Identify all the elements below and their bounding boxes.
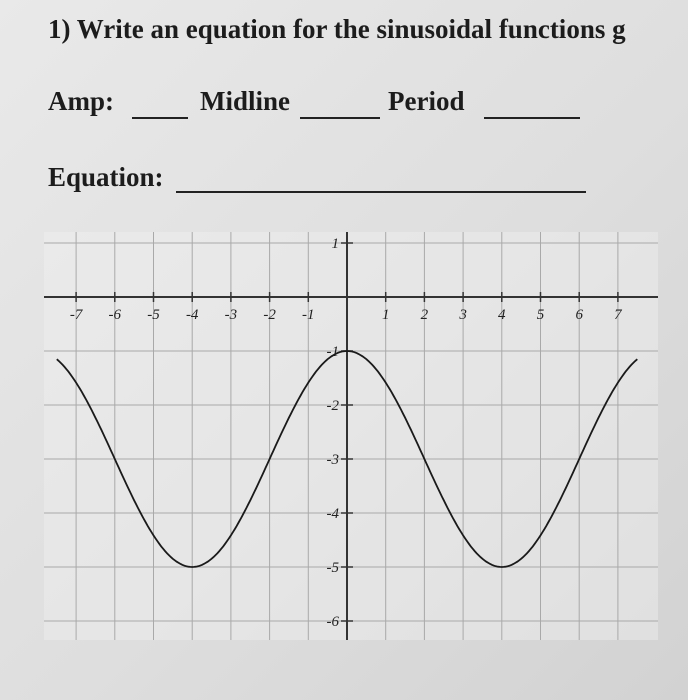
x-tick-label: 2 [420, 307, 429, 323]
x-tick-label: 1 [381, 307, 390, 323]
x-tick-label: 5 [536, 307, 545, 323]
amp-label: Amp: [48, 86, 114, 116]
x-tick-label: -2 [263, 307, 276, 323]
equation-label: Equation: [48, 162, 164, 192]
y-tick-label: -4 [326, 506, 339, 522]
x-tick-label: -1 [302, 307, 315, 323]
period-label: Period [388, 86, 465, 116]
problem-title: 1) Write an equation for the sinusoidal functions g [48, 14, 626, 44]
y-tick-label: -5 [326, 560, 339, 576]
x-tick-label: -5 [147, 307, 160, 323]
x-tick-label: -7 [69, 307, 83, 323]
y-tick-label: -1 [326, 344, 339, 360]
midline-label: Midline [200, 86, 291, 116]
x-tick-label: -3 [224, 307, 238, 323]
x-tick-label: -4 [185, 307, 199, 323]
y-tick-label: -6 [326, 614, 339, 630]
x-tick-label: -6 [108, 307, 122, 323]
x-tick-label: 3 [459, 307, 467, 323]
y-tick-label: 1 [331, 236, 339, 252]
y-tick-label: -2 [326, 398, 339, 414]
x-tick-label: 4 [498, 307, 506, 323]
y-tick-label: -3 [326, 452, 339, 468]
graph-panel [44, 232, 658, 640]
grid [44, 232, 658, 640]
x-tick-label: 6 [575, 307, 583, 323]
x-tick-label: 7 [614, 307, 622, 323]
